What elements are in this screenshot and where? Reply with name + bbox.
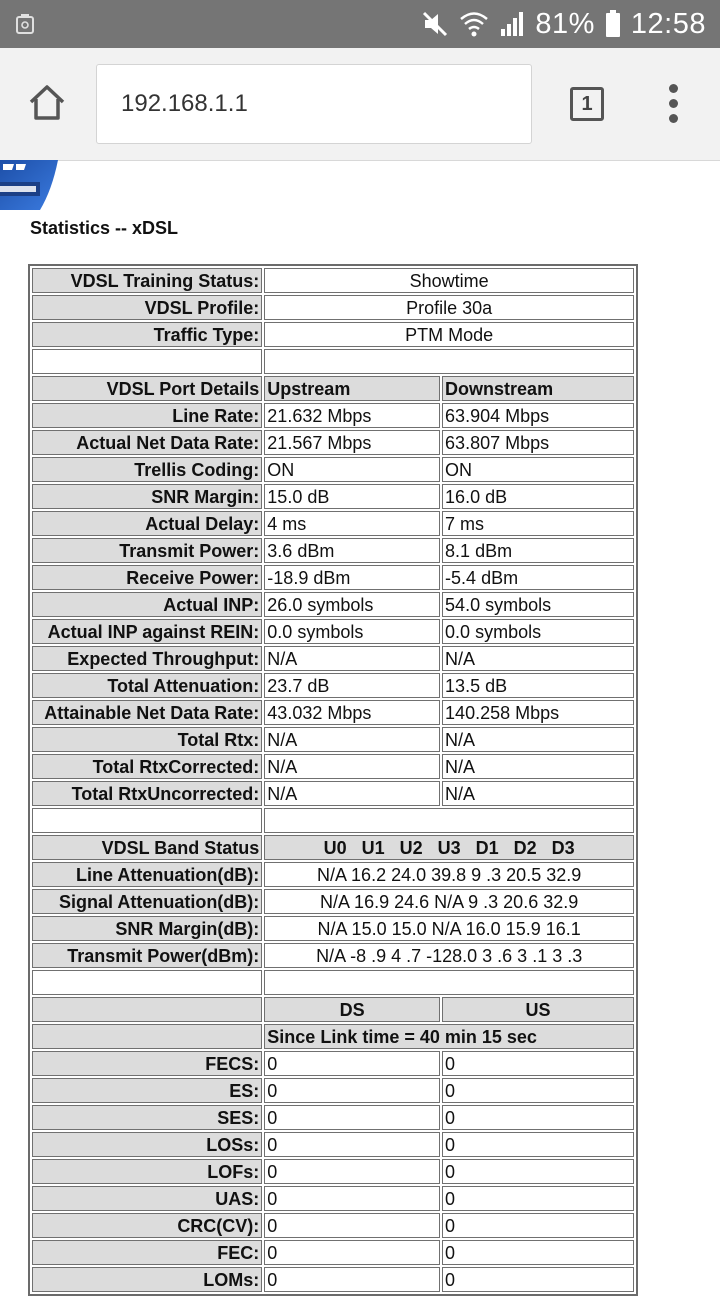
ds-header: DS	[264, 997, 440, 1022]
tabs-button[interactable]	[570, 87, 604, 121]
us-value: 0	[442, 1186, 634, 1211]
upstream-value: 23.7 dB	[264, 673, 440, 698]
row-label: SES:	[32, 1105, 262, 1130]
downstream-value: -5.4 dBm	[442, 565, 634, 590]
stats-container	[28, 264, 638, 1296]
table-row	[32, 1240, 634, 1265]
row-label: VDSL Profile:	[32, 295, 262, 320]
row-label: Line Rate:	[32, 403, 262, 428]
upstream-value: N/A	[264, 727, 440, 752]
downstream-value: 54.0 symbols	[442, 592, 634, 617]
upstream-value: N/A	[264, 754, 440, 779]
table-row	[32, 295, 634, 320]
table-row	[32, 619, 634, 644]
row-label: Trellis Coding:	[32, 457, 262, 482]
row-label: Expected Throughput:	[32, 646, 262, 671]
us-value: 0	[442, 1105, 634, 1130]
row-label: FEC:	[32, 1240, 262, 1265]
downstream-value: ON	[442, 457, 634, 482]
us-value: 0	[442, 1267, 634, 1292]
table-row	[32, 1078, 634, 1103]
us-value: 0	[442, 1159, 634, 1184]
downstream-value: 16.0 dB	[442, 484, 634, 509]
upstream-value: 3.6 dBm	[264, 538, 440, 563]
table-row	[32, 1024, 634, 1049]
row-label: Actual Net Data Rate:	[32, 430, 262, 455]
downstream-value: N/A	[442, 727, 634, 752]
row-label: Line Attenuation(dB):	[32, 862, 262, 887]
home-icon[interactable]	[22, 78, 72, 128]
table-row	[32, 1132, 634, 1157]
band-status-header: VDSL Band Status	[32, 835, 262, 860]
upstream-header: Upstream	[264, 376, 440, 401]
downstream-value: 13.5 dB	[442, 673, 634, 698]
downstream-value: 0.0 symbols	[442, 619, 634, 644]
ds-value: 0	[264, 1240, 440, 1265]
table-row	[32, 673, 634, 698]
table-row	[32, 1213, 634, 1238]
row-label: UAS:	[32, 1186, 262, 1211]
recycle-icon	[16, 14, 34, 34]
mute-icon	[421, 10, 449, 38]
row-label: Transmit Power(dBm):	[32, 943, 262, 968]
upstream-value: N/A	[264, 646, 440, 671]
url-text: 192.168.1.1	[121, 90, 248, 117]
row-label: Total RtxCorrected:	[32, 754, 262, 779]
table-row	[32, 1051, 634, 1076]
band-values: N/A -8 .9 4 .7 -128.0 3 .6 3 .1 3 .3	[264, 943, 634, 968]
band-names-header: U0 U1 U2 U3 D1 D2 D3	[264, 835, 634, 860]
row-label: Actual INP:	[32, 592, 262, 617]
training-section	[32, 268, 634, 374]
row-label: Transmit Power:	[32, 538, 262, 563]
page-title: Statistics -- xDSL	[30, 218, 179, 238]
ds-value: 0	[264, 1078, 440, 1103]
table-row	[32, 754, 634, 779]
browser-toolbar	[0, 48, 720, 161]
table-header-row	[32, 376, 634, 401]
table-row	[32, 781, 634, 806]
downstream-value: 8.1 dBm	[442, 538, 634, 563]
table-header-row	[32, 835, 634, 860]
row-label: SNR Margin:	[32, 484, 262, 509]
downstream-value: 140.258 Mbps	[442, 700, 634, 725]
since-link-time: Since Link time = 40 min 15 sec	[264, 1024, 634, 1049]
spacer-row	[32, 349, 634, 374]
table-row	[32, 268, 634, 293]
downstream-value: N/A	[442, 781, 634, 806]
band-values: N/A 15.0 15.0 N/A 16.0 15.9 16.1	[264, 916, 634, 941]
table-row	[32, 889, 634, 914]
row-value: PTM Mode	[264, 322, 634, 347]
since-label	[32, 1024, 262, 1049]
counters-section	[32, 997, 634, 1292]
downstream-value: 7 ms	[442, 511, 634, 536]
upstream-value: ON	[264, 457, 440, 482]
downstream-value: 63.904 Mbps	[442, 403, 634, 428]
us-value: 0	[442, 1132, 634, 1157]
battery-percent: 81%	[535, 7, 595, 40]
row-label: Receive Power:	[32, 565, 262, 590]
downstream-value: 63.807 Mbps	[442, 430, 634, 455]
ds-value: 0	[264, 1213, 440, 1238]
status-bar	[0, 0, 720, 48]
table-row	[32, 1159, 634, 1184]
table-row	[32, 538, 634, 563]
band-values: N/A 16.9 24.6 N/A 9 .3 20.6 32.9	[264, 889, 634, 914]
row-label: Actual INP against REIN:	[32, 619, 262, 644]
row-label: Total Rtx:	[32, 727, 262, 752]
spacer-row	[32, 970, 634, 995]
row-label: Actual Delay:	[32, 511, 262, 536]
ds-value: 0	[264, 1267, 440, 1292]
battery-icon	[605, 10, 621, 38]
ds-value: 0	[264, 1159, 440, 1184]
us-value: 0	[442, 1240, 634, 1265]
overflow-menu-icon[interactable]	[664, 84, 684, 124]
upstream-value: 4 ms	[264, 511, 440, 536]
upstream-value: 21.567 Mbps	[264, 430, 440, 455]
row-label: LOMs:	[32, 1267, 262, 1292]
table-row	[32, 727, 634, 752]
upstream-value: 43.032 Mbps	[264, 700, 440, 725]
xdsl-stats-table	[28, 264, 638, 1296]
row-label: CRC(CV):	[32, 1213, 262, 1238]
us-header: US	[442, 997, 634, 1022]
ds-value: 0	[264, 1051, 440, 1076]
port-details-section	[32, 376, 634, 833]
us-value: 0	[442, 1078, 634, 1103]
port-details-header: VDSL Port Details	[32, 376, 262, 401]
tab-count: 1	[570, 87, 604, 121]
row-value: Profile 30a	[264, 295, 634, 320]
table-header-row	[32, 997, 634, 1022]
row-label: Attainable Net Data Rate:	[32, 700, 262, 725]
table-row	[32, 592, 634, 617]
row-label: VDSL Training Status:	[32, 268, 262, 293]
us-value: 0	[442, 1051, 634, 1076]
upstream-value: 0.0 symbols	[264, 619, 440, 644]
downstream-value: N/A	[442, 754, 634, 779]
url-field[interactable]	[96, 64, 532, 144]
upstream-value: N/A	[264, 781, 440, 806]
table-row	[32, 1186, 634, 1211]
ds-value: 0	[264, 1132, 440, 1157]
table-row	[32, 430, 634, 455]
row-label: LOFs:	[32, 1159, 262, 1184]
wifi-icon	[459, 10, 489, 38]
table-row	[32, 457, 634, 482]
signal-icon	[499, 11, 525, 37]
upstream-value: -18.9 dBm	[264, 565, 440, 590]
table-row	[32, 1105, 634, 1130]
clock: 12:58	[630, 7, 706, 40]
spacer-row	[32, 808, 634, 833]
table-row	[32, 943, 634, 968]
ds-value: 0	[264, 1105, 440, 1130]
row-label: Total RtxUncorrected:	[32, 781, 262, 806]
downstream-value: N/A	[442, 646, 634, 671]
table-row	[32, 565, 634, 590]
table-row	[32, 403, 634, 428]
row-label: FECS:	[32, 1051, 262, 1076]
counters-header-label	[32, 997, 262, 1022]
router-logo	[0, 160, 58, 210]
ds-value: 0	[264, 1186, 440, 1211]
upstream-value: 26.0 symbols	[264, 592, 440, 617]
table-row	[32, 862, 634, 887]
table-row	[32, 916, 634, 941]
table-row	[32, 700, 634, 725]
row-label: LOSs:	[32, 1132, 262, 1157]
upstream-value: 21.632 Mbps	[264, 403, 440, 428]
row-label: Signal Attenuation(dB):	[32, 889, 262, 914]
band-values: N/A 16.2 24.0 39.8 9 .3 20.5 32.9	[264, 862, 634, 887]
row-label: Total Attenuation:	[32, 673, 262, 698]
row-label: SNR Margin(dB):	[32, 916, 262, 941]
upstream-value: 15.0 dB	[264, 484, 440, 509]
downstream-header: Downstream	[442, 376, 634, 401]
table-row	[32, 511, 634, 536]
table-row	[32, 646, 634, 671]
row-label: ES:	[32, 1078, 262, 1103]
us-value: 0	[442, 1213, 634, 1238]
band-status-section	[32, 835, 634, 995]
row-value: Showtime	[264, 268, 634, 293]
row-label: Traffic Type:	[32, 322, 262, 347]
table-row	[32, 322, 634, 347]
table-row	[32, 484, 634, 509]
